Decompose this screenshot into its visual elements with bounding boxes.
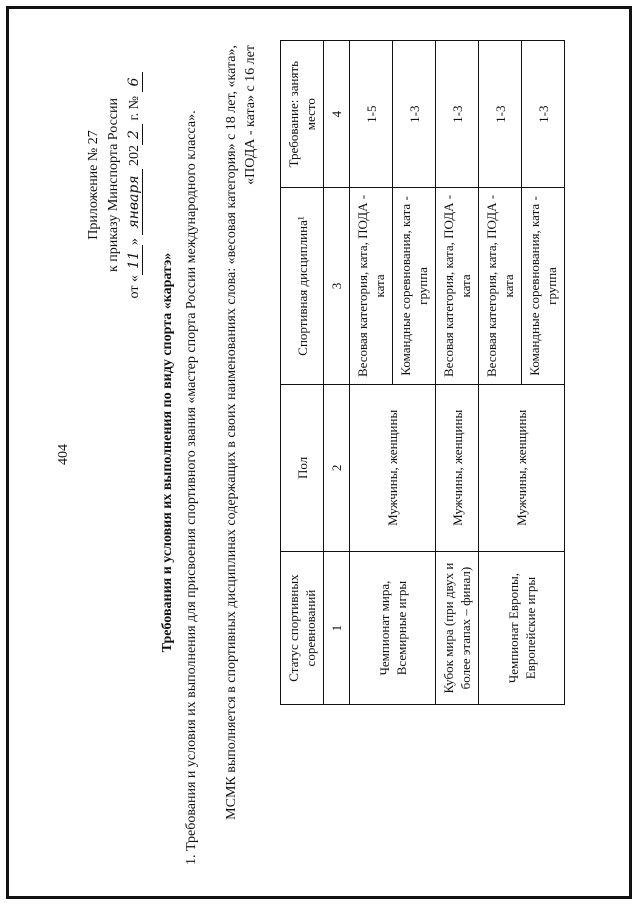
gender-cell: Мужчины, женщины (479, 384, 565, 552)
column-number: 2 (324, 384, 350, 552)
page-number: 404 (56, 444, 71, 465)
order-reference: к приказу Минспорта России (106, 98, 121, 272)
paragraph-2 (222, 45, 260, 865)
status-cell: Чемпионат Европы, Европейские игры (479, 552, 565, 705)
gender-cell: Мужчины, женщины (350, 384, 436, 552)
header-discipline: Спортивная дисциплина¹ (281, 188, 324, 384)
place-cell: 1-3 (436, 41, 479, 188)
order-day-close: » (127, 238, 142, 246)
header-gender: Пол (281, 384, 324, 552)
table-row (436, 41, 479, 705)
place-cell: 1-3 (393, 41, 436, 188)
order-month: января (126, 169, 143, 234)
document-title: Требования и условия их выполнения по виду спорта «каратэ» (160, 252, 175, 653)
status-cell: Кубок мира (при двух и более этапах – финал) (436, 552, 479, 705)
discipline-cell: Командные соревнования, ката - группа (522, 188, 565, 384)
table-header-row (281, 41, 324, 705)
place-cell: 1-5 (350, 41, 393, 188)
requirements-table (280, 40, 565, 705)
order-date-line (124, 65, 145, 305)
header-place: Требование: занять место (281, 41, 324, 188)
order-year-prefix: 202 (127, 144, 142, 166)
paragraph-2-text: МСМК выполняется в спортивных дисциплинах содержащих в своих наименованиях слова: «весовая категория» с 18 лет, «ката», «ПОДА - ката» с 16 лет (224, 45, 258, 820)
status-cell: Чемпионат мира, Всемирные игры (350, 552, 436, 705)
column-number: 4 (324, 41, 350, 188)
column-number: 1 (324, 552, 350, 705)
appendix-number: Приложение № 27 (86, 130, 101, 240)
discipline-cell: Весовая категория, ката, ПОДА - ката (350, 188, 393, 384)
place-cell: 1-3 (522, 41, 565, 188)
order-day: 11 (126, 245, 143, 275)
table-row (350, 41, 393, 705)
column-number-row (324, 41, 350, 705)
header-status: Статус спортивных соревнований (281, 552, 324, 705)
order-year-suffix: 2 (126, 124, 143, 145)
column-number: 3 (324, 188, 350, 384)
order-number: 6 (126, 72, 143, 93)
paragraph-1: 1. Требования и условия их выполнения для присвоения спортивного звания «мастер спорта России международного класса». (184, 110, 199, 865)
table-row (479, 41, 522, 705)
place-cell: 1-3 (479, 41, 522, 188)
order-number-label: г. № (127, 96, 142, 121)
appendix-header (84, 65, 145, 305)
discipline-cell: Командные соревнования, ката - группа (393, 188, 436, 384)
discipline-cell: Весовая категория, ката, ПОДА - ката (479, 188, 522, 384)
gender-cell: Мужчины, женщины (436, 384, 479, 552)
order-date-prefix: от « (127, 275, 142, 299)
discipline-cell: Весовая категория, ката, ПОДА - ката (436, 188, 479, 384)
